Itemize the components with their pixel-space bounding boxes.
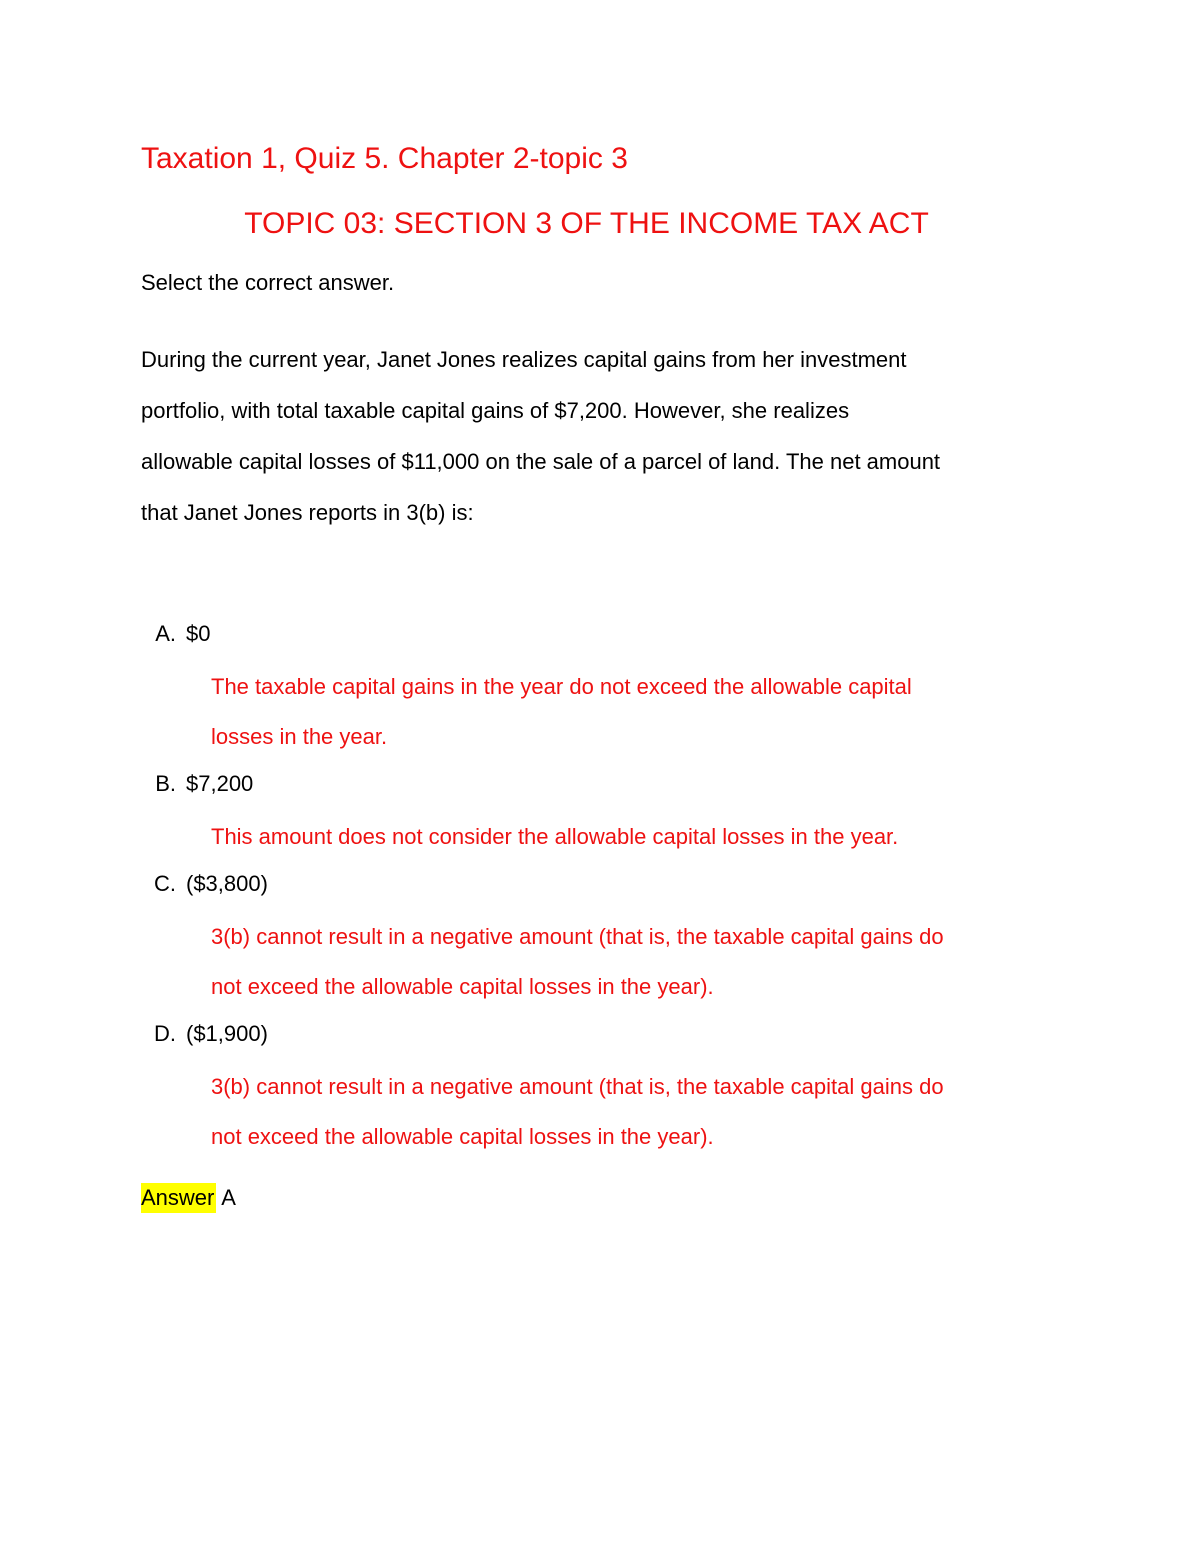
- option-a: [141, 612, 1101, 762]
- option-explanation: [141, 812, 1101, 862]
- explanation-line: 3(b) cannot result in a negative amount (that is, the taxable capital gains do: [211, 1074, 944, 1099]
- option-value: $7,200: [186, 771, 254, 796]
- question-line: that Janet Jones reports in 3(b) is:: [141, 500, 474, 525]
- question-line: During the current year, Janet Jones realizes capital gains from her investment: [141, 347, 907, 372]
- option-letter: A.: [155, 621, 176, 646]
- option-value: ($1,900): [186, 1021, 268, 1046]
- option-value: $0: [186, 621, 211, 646]
- question-text: [141, 334, 1071, 538]
- option-letter: B.: [155, 771, 176, 796]
- option-c: [141, 862, 1101, 1012]
- question-line: portfolio, with total taxable capital gains of $7,200. However, she realizes: [141, 398, 850, 423]
- topic-heading: TOPIC 03: SECTION 3 OF THE INCOME TAX ACT: [244, 207, 929, 240]
- explanation-line: 3(b) cannot result in a negative amount (that is, the taxable capital gains do: [211, 924, 944, 949]
- explanation-line: not exceed the allowable capital losses in the year).: [211, 974, 714, 999]
- option-explanation: [141, 662, 1101, 762]
- explanation-line: losses in the year.: [211, 724, 388, 749]
- explanation-line: The taxable capital gains in the year do not exceed the allowable capital: [211, 674, 912, 699]
- explanation-line: This amount does not consider the allowable capital losses in the year.: [211, 824, 899, 849]
- answer-label: Answer: [141, 1183, 216, 1213]
- option-explanation: [141, 912, 1101, 1012]
- explanation-line: not exceed the allowable capital losses in the year).: [211, 1124, 714, 1149]
- option-d: [141, 1012, 1101, 1162]
- answer-value: A: [221, 1185, 236, 1210]
- option-letter: D.: [154, 1021, 176, 1046]
- option-value: ($3,800): [186, 871, 268, 896]
- instruction-text: Select the correct answer.: [141, 270, 395, 295]
- option-explanation: [141, 1062, 1101, 1162]
- option-b: [141, 762, 1101, 862]
- question-line: allowable capital losses of $11,000 on the sale of a parcel of land. The net amount: [141, 449, 941, 474]
- answer-line: [141, 1185, 236, 1211]
- answer-options-list: [141, 612, 1101, 1162]
- document-title: Taxation 1, Quiz 5. Chapter 2-topic 3: [141, 142, 628, 175]
- option-letter: C.: [154, 871, 176, 896]
